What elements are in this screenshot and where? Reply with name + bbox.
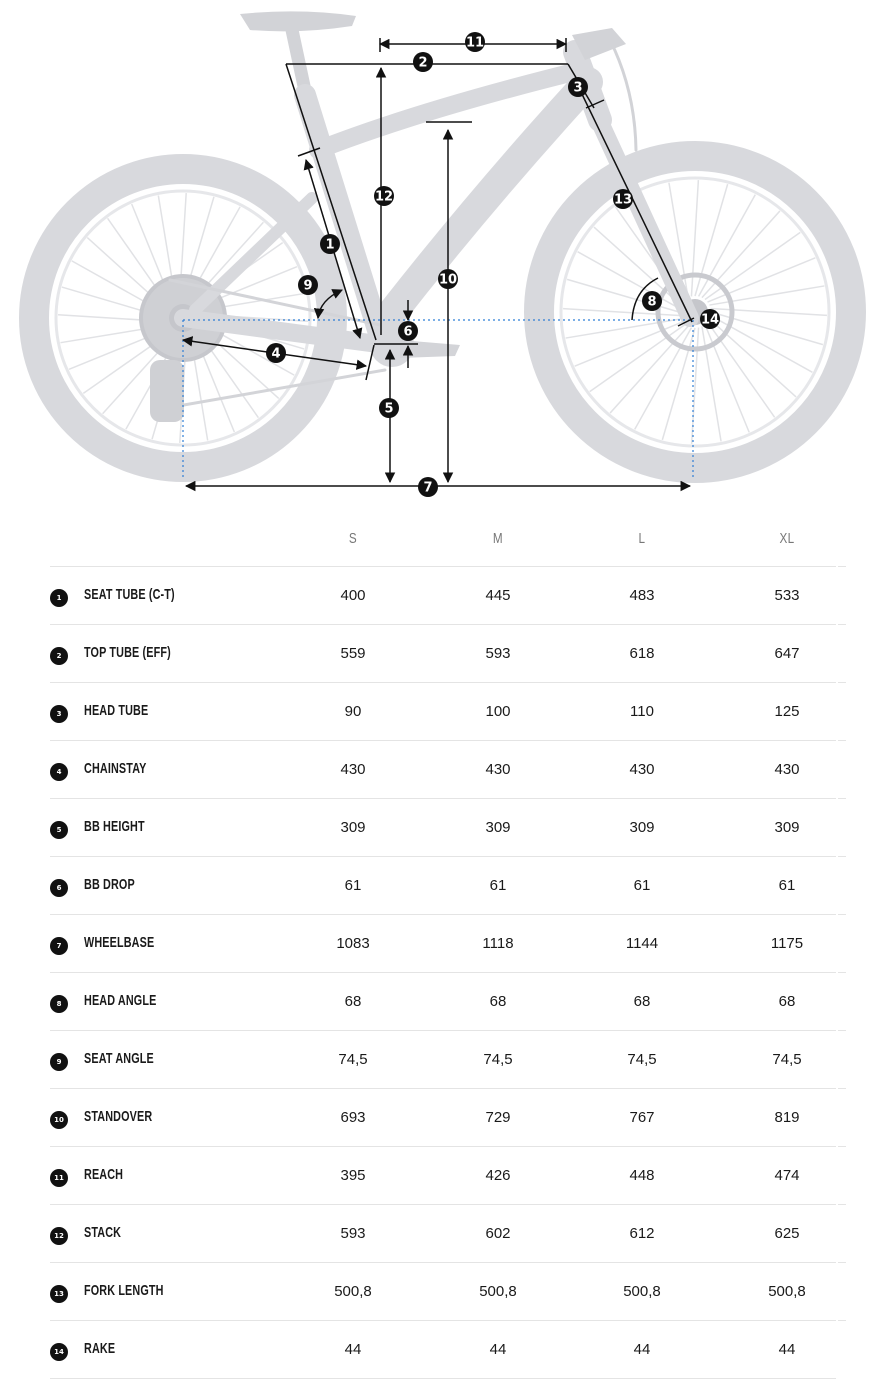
spoke	[635, 328, 692, 430]
value-l: 500,8	[623, 1283, 661, 1300]
marker-number: 4	[271, 346, 281, 362]
spoke	[711, 316, 813, 373]
value-m: 68	[489, 993, 507, 1010]
value-s: 44	[344, 1341, 362, 1358]
row-divider-tick	[838, 624, 846, 625]
row-number-badge: 9	[50, 1053, 68, 1071]
table-row	[50, 566, 836, 625]
value-s: 61	[344, 877, 362, 894]
value-xl: 44	[778, 1341, 796, 1358]
spoke	[691, 180, 698, 296]
row-divider-tick	[838, 682, 846, 683]
value-xl: 647	[774, 645, 800, 662]
row-number-badge: 11	[50, 1169, 68, 1187]
marker-number: 10	[438, 272, 458, 288]
value-l: 110	[630, 703, 654, 720]
row-number-badge: 1	[50, 589, 68, 607]
size-header-m: M	[492, 530, 504, 547]
row-divider-tick	[838, 1262, 846, 1263]
row-label: BB DROP	[84, 876, 135, 893]
spoke	[699, 195, 756, 297]
size-header-row	[0, 510, 890, 566]
value-s: 430	[340, 761, 366, 778]
value-m: 61	[489, 877, 507, 894]
table-row	[50, 1320, 836, 1379]
bike-frame	[150, 11, 690, 422]
table-row	[50, 856, 836, 915]
marker-number: 2	[418, 55, 428, 71]
row-label: HEAD TUBE	[84, 702, 149, 719]
row-divider-tick	[838, 566, 846, 567]
value-m: 1118	[482, 935, 514, 952]
value-l: 1144	[625, 935, 659, 952]
value-m: 44	[489, 1341, 507, 1358]
value-s: 1083	[336, 935, 370, 952]
row-divider-tick	[838, 740, 846, 741]
dimension-marker-2	[413, 52, 433, 72]
value-m: 602	[485, 1225, 511, 1242]
row-label: SEAT TUBE (C-T)	[84, 586, 175, 603]
row-label: SEAT ANGLE	[84, 1050, 154, 1067]
value-m: 729	[485, 1109, 511, 1126]
row-label: STACK	[84, 1224, 122, 1241]
table-row	[50, 740, 836, 799]
dimension-marker-4	[266, 343, 286, 363]
row-number-badge: 6	[50, 879, 68, 897]
value-s: 693	[340, 1109, 366, 1126]
value-l: 483	[629, 587, 655, 604]
row-number-badge: 13	[50, 1285, 68, 1303]
value-m: 426	[485, 1167, 511, 1184]
marker-number: 5	[384, 401, 394, 417]
value-m: 430	[485, 761, 511, 778]
marker-number: 8	[647, 294, 657, 310]
value-s: 395	[340, 1167, 366, 1184]
value-m: 593	[485, 645, 511, 662]
value-m: 500,8	[479, 1283, 517, 1300]
row-number-badge: 7	[50, 937, 68, 955]
row-label: HEAD ANGLE	[84, 992, 157, 1009]
spoke	[705, 232, 800, 299]
marker-number: 7	[423, 480, 433, 496]
row-divider-tick	[838, 1030, 846, 1031]
value-l: 44	[633, 1341, 651, 1358]
marker-number: 12	[374, 189, 394, 205]
table-row	[50, 1262, 836, 1321]
row-number-badge: 12	[50, 1227, 68, 1245]
table-row	[50, 1146, 836, 1205]
bike-geometry-diagram	[0, 0, 890, 505]
row-number-badge: 3	[50, 705, 68, 723]
table-row	[50, 798, 836, 857]
row-label: WHEELBASE	[84, 934, 155, 951]
row-label: STANDOVER	[84, 1108, 153, 1125]
value-l: 74,5	[627, 1051, 657, 1068]
value-m: 309	[485, 819, 511, 836]
table-row	[50, 972, 836, 1031]
table-row	[50, 1204, 836, 1263]
marker-number: 11	[465, 35, 485, 51]
dimension-marker-11	[465, 32, 485, 52]
value-xl: 819	[774, 1109, 800, 1126]
value-xl: 533	[774, 587, 800, 604]
row-divider-tick	[838, 856, 846, 857]
spoke	[711, 308, 827, 315]
row-label: RAKE	[84, 1340, 116, 1357]
spoke	[590, 325, 685, 392]
row-label: BB HEIGHT	[84, 818, 145, 835]
value-s: 309	[340, 819, 366, 836]
row-number-badge: 8	[50, 995, 68, 1013]
value-l: 767	[629, 1109, 655, 1126]
row-divider-tick	[838, 914, 846, 915]
marker-number: 13	[613, 192, 633, 208]
value-s: 559	[340, 645, 366, 662]
marker-number: 1	[325, 237, 335, 253]
value-xl: 500,8	[768, 1283, 806, 1300]
value-s: 90	[344, 703, 362, 720]
dimension-marker-8	[642, 291, 662, 311]
dimension-marker-1	[320, 234, 340, 254]
crank-arm	[400, 340, 460, 358]
value-xl: 74,5	[772, 1051, 802, 1068]
row-number-badge: 5	[50, 821, 68, 839]
dimension-marker-13	[613, 189, 633, 209]
row-number-badge: 10	[50, 1111, 68, 1129]
dimension-marker-10	[438, 269, 458, 289]
value-xl: 68	[778, 993, 796, 1010]
size-header-xl: XL	[779, 530, 795, 547]
derailleur	[150, 360, 184, 422]
row-label: TOP TUBE (EFF)	[84, 644, 171, 661]
value-xl: 625	[774, 1225, 800, 1242]
table-row	[50, 1088, 836, 1147]
spoke	[708, 258, 816, 302]
value-m: 74,5	[483, 1051, 513, 1068]
dimension-marker-14	[700, 309, 720, 329]
row-number-badge: 2	[50, 647, 68, 665]
value-m: 445	[485, 587, 511, 604]
value-l: 612	[629, 1225, 655, 1242]
size-header-s: S	[348, 530, 358, 547]
value-s: 68	[344, 993, 362, 1010]
row-divider-tick	[838, 1146, 846, 1147]
marker-number: 3	[573, 80, 583, 96]
row-divider-tick	[838, 798, 846, 799]
value-xl: 309	[774, 819, 800, 836]
spoke	[708, 322, 775, 417]
spoke	[563, 309, 679, 316]
value-l: 618	[629, 645, 655, 662]
dimension-marker-7	[418, 477, 438, 497]
value-xl: 125	[774, 703, 800, 720]
row-divider-tick	[838, 1204, 846, 1205]
value-m: 100	[485, 703, 511, 720]
spoke	[575, 322, 683, 366]
dimension-marker-12	[374, 186, 394, 206]
table-bottom-border	[50, 1378, 836, 1379]
row-divider-tick	[838, 1320, 846, 1321]
row-number-badge: 14	[50, 1343, 68, 1361]
table-row	[50, 1030, 836, 1089]
value-l: 68	[633, 993, 651, 1010]
size-header-l: L	[638, 530, 646, 547]
value-xl: 1175	[770, 935, 804, 952]
row-label: FORK LENGTH	[84, 1282, 164, 1299]
row-label: REACH	[84, 1166, 124, 1183]
row-number-badge: 4	[50, 763, 68, 781]
marker-number: 14	[700, 312, 720, 328]
value-l: 309	[629, 819, 655, 836]
dimension-marker-3	[568, 77, 588, 97]
value-s: 400	[340, 587, 366, 604]
value-l: 448	[629, 1167, 655, 1184]
row-divider-tick	[838, 972, 846, 973]
value-s: 500,8	[334, 1283, 372, 1300]
value-xl: 430	[774, 761, 800, 778]
table-row	[50, 624, 836, 683]
spoke	[705, 325, 749, 433]
value-xl: 61	[778, 877, 796, 894]
value-l: 430	[629, 761, 655, 778]
marker-number: 6	[403, 324, 413, 340]
row-divider-tick	[838, 1088, 846, 1089]
value-l: 61	[633, 877, 651, 894]
dimension-marker-9	[298, 275, 318, 295]
table-row	[50, 914, 836, 973]
value-s: 74,5	[338, 1051, 368, 1068]
table-row	[50, 682, 836, 741]
dimension-marker-6	[398, 321, 418, 341]
dimension-marker-5	[379, 398, 399, 418]
value-s: 593	[340, 1225, 366, 1242]
row-label: CHAINSTAY	[84, 760, 147, 777]
marker-number: 9	[303, 278, 313, 294]
value-xl: 474	[774, 1167, 800, 1184]
